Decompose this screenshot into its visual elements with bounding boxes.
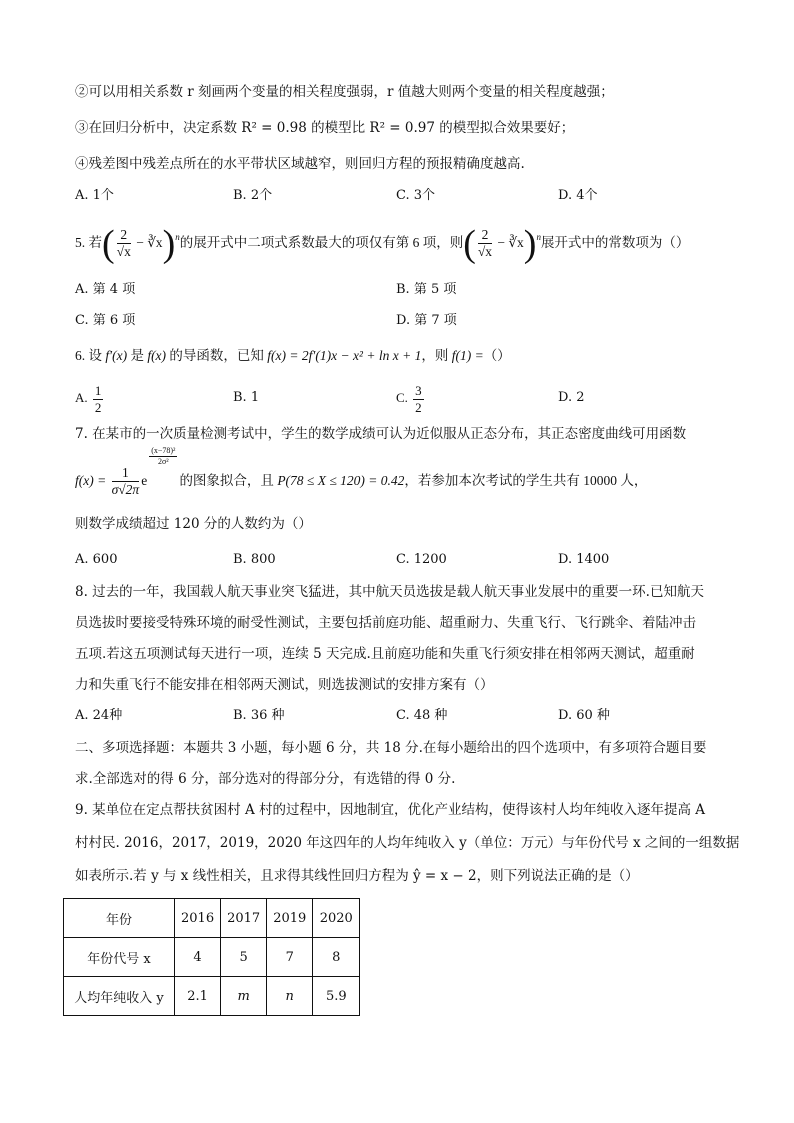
- table-cell: 2017: [221, 899, 267, 938]
- section-2-line-2: 求.全部选对的得 6 分，部分选对的得部分分，有选错的得 0 分.: [75, 771, 456, 787]
- question-6: 6. 设 f′(x) 是 f(x) 的导函数，已知 f(x) = 2f′(1)x − x² + ln x + 1，则 f(1) =（）: [75, 348, 511, 363]
- q8-option-c: C. 48 种: [396, 708, 448, 723]
- statement-2: ②可以用相关系数 r 刻画两个变量的相关程度强弱，r 值越大则两个变量的相关程度越强；: [75, 84, 614, 100]
- section-2-line-1: 二、多项选择题：本题共 3 小题，每小题 6 分，共 18 分.在每小题给出的四个选项中，有多项符合题目要: [75, 740, 707, 756]
- q6-option-b: B. 1: [233, 390, 260, 405]
- q5-option-d: D. 第 7 项: [396, 313, 457, 328]
- q8-option-d: D. 60 种: [558, 708, 610, 723]
- table-cell: 8: [313, 938, 360, 977]
- table-cell: 年份: [64, 899, 175, 938]
- q5-fraction-2: $\frac{2}{√x}$: [477, 227, 493, 260]
- table-cell: 2016: [175, 899, 221, 938]
- question-8-line-1: 8. 过去的一年，我国载人航天事业突飞猛进，其中航天员选拔是载人航天事业发展中的重要一环.已知航天: [75, 584, 704, 600]
- table-row: [64, 899, 360, 938]
- q7-option-a: A. 600: [75, 552, 118, 567]
- q6-option-d: D. 2: [558, 390, 585, 405]
- table-row: [64, 938, 360, 977]
- table-row: [64, 977, 360, 1016]
- q5-suffix: 展开式中的常数项为（）: [540, 235, 690, 250]
- question-9-line-2: 村村民. 2016，2017，2019，2020 年这四年的人均年纯收入 y（单位：万元）与年份代号 x 之间的一组数据: [75, 835, 740, 851]
- left-paren: (: [102, 222, 115, 265]
- q4-option-d: D. 4个: [558, 188, 598, 203]
- table-cell: 5.9: [313, 977, 360, 1016]
- table-cell: 2019: [267, 899, 313, 938]
- question-7-line-1: 7. 在某市的一次质量检测考试中，学生的数学成绩可认为近似服从正态分布，其正态密度曲线可用函数: [75, 426, 687, 442]
- table-cell: 年份代号 x: [64, 938, 175, 977]
- q5-prefix: 5. 若: [75, 235, 102, 250]
- q6-option-c: C. $\frac{3}{2}$: [396, 382, 422, 415]
- table-cell: n: [267, 977, 313, 1016]
- q8-option-b: B. 36 种: [233, 708, 285, 723]
- q5-option-b: B. 第 5 项: [396, 282, 457, 297]
- q5-option-a: A. 第 4 项: [75, 282, 136, 297]
- q5-option-c: C. 第 6 项: [75, 313, 136, 328]
- question-7-formula: f(x) = $\frac{1}{\sigma√2\pi}$ e $\frac{\text{(x−78)²}}{\text{2σ²}}$ 的图象拟合，且 P(78 ≤ X ≤ 120) = 0.42，若参加本次考试的学生共有 10000 人，: [75, 446, 648, 498]
- left-paren-2: (: [463, 222, 476, 265]
- q5-exponent: n: [175, 232, 180, 242]
- table-cell: 2.1: [175, 977, 221, 1016]
- q4-option-b: B. 2个: [233, 188, 273, 203]
- table-cell: 人均年纯收入 y: [64, 977, 175, 1016]
- right-paren: ): [162, 222, 176, 265]
- table-cell: 5: [221, 938, 267, 977]
- q6-option-a: A. $\frac{1}{2}$: [75, 382, 102, 415]
- question-8-line-2: 员选拔时要接受特殊环境的耐受性测试，主要包括前庭功能、超重耐力、失重飞行、飞行跳伞、着陆冲击: [75, 615, 696, 631]
- data-table: [63, 898, 360, 1016]
- q5-cube-root: ∛x: [147, 235, 163, 250]
- question-7-line-3: 则数学成绩超过 120 分的人数约为（）: [75, 516, 312, 532]
- statement-3: ③在回归分析中，决定系数 R² = 0.98 的模型比 R² = 0.97 的模型拟合效果要好；: [75, 120, 575, 136]
- right-paren-2: ): [523, 222, 537, 265]
- q8-option-a: A. 24种: [75, 708, 123, 723]
- question-9-line-1: 9. 某单位在定点帮扶贫困村 A 村的过程中，因地制宜，优化产业结构，使得该村人均年纯收入逐年提高 A: [75, 802, 706, 818]
- table-cell: 7: [267, 938, 313, 977]
- statement-4: ④残差图中残差点所在的水平带状区域越窄，则回归方程的预报精确度越高.: [75, 156, 525, 172]
- table-cell: m: [221, 977, 267, 1016]
- question-8-line-3: 五项.若这五项测试每天进行一项，连续 5 天完成.且前庭功能和失重飞行须安排在相邻两天测试，超重耐: [75, 646, 695, 662]
- question-9-line-3: 如表所示.若 y 与 x 线性相关，且求得其线性回归方程为 ŷ = x − 2，则下列说法正确的是（）: [75, 868, 639, 884]
- table-cell: 4: [175, 938, 221, 977]
- question-5: 5. 若( $\frac{2}{√x}$ − ∛x)$^n$的展开式中二项式系数最大的项仅有第 6 项，则( $\frac{2}{√x}$ − ∛x)$^n$展开式中的常数项为（）: [75, 222, 690, 265]
- q5-exponent-2: n: [536, 232, 541, 242]
- q7-option-b: B. 800: [233, 552, 276, 567]
- q5-mid: 的展开式中二项式系数最大的项仅有第 6 项，则: [179, 235, 464, 250]
- table-cell: 2020: [313, 899, 360, 938]
- q5-cube-root-2: ∛x: [508, 235, 524, 250]
- q7-option-d: D. 1400: [558, 552, 610, 567]
- q7-option-c: C. 1200: [396, 552, 447, 567]
- question-8-line-4: 力和失重飞行不能安排在相邻两天测试，则选拔测试的安排方案有（）: [75, 677, 494, 693]
- q5-fraction: $\frac{2}{√x}$: [116, 227, 131, 260]
- q4-option-a: A. 1个: [75, 188, 114, 203]
- q4-option-c: C. 3个: [396, 188, 436, 203]
